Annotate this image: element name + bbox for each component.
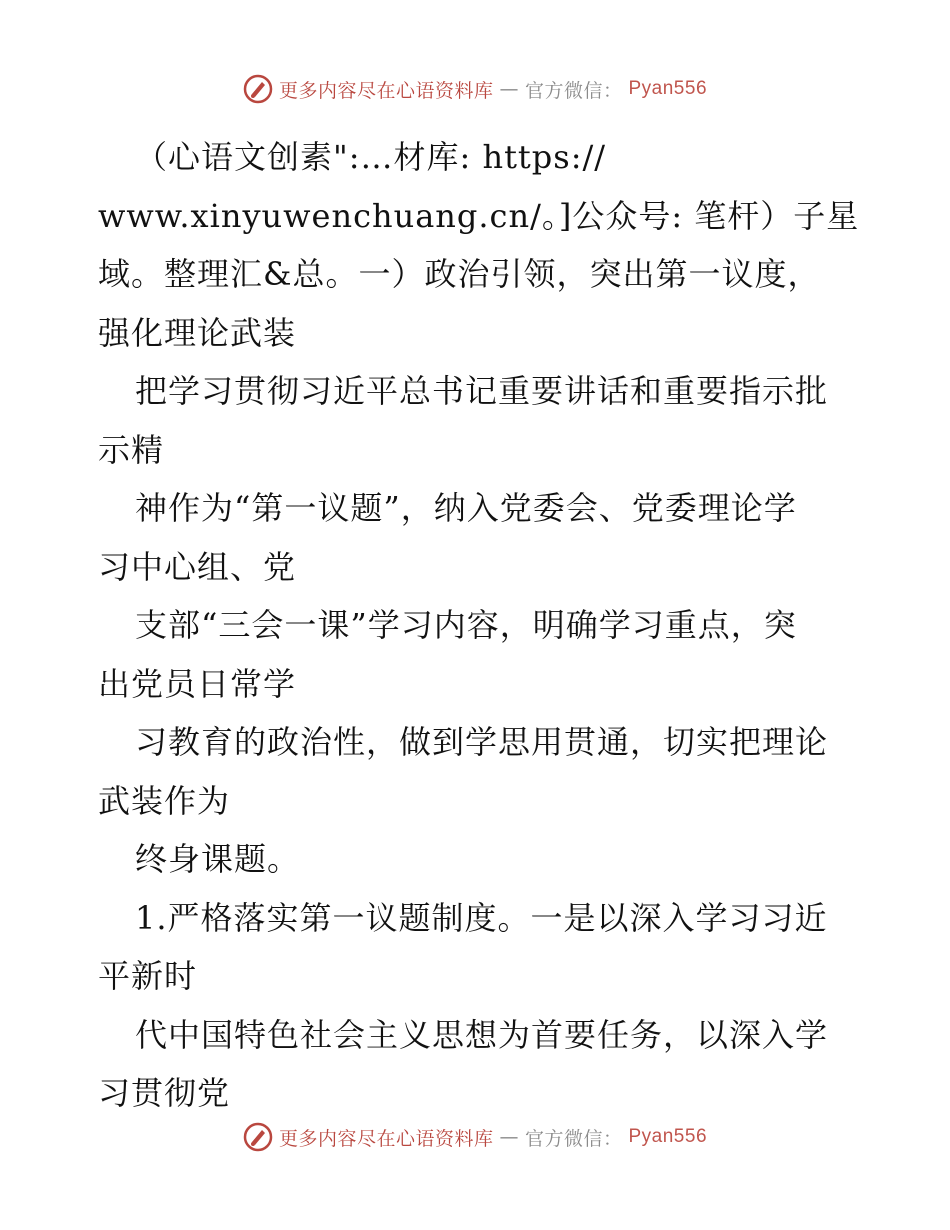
text-line: 强化理论武装 — [98, 313, 297, 352]
text-line: （心语文创素":…材库: https:// — [135, 138, 607, 176]
text-line: 武装作为 — [98, 781, 231, 820]
text-line: 1.严格落实第一议题制度。一是以深入学习习近 — [135, 898, 828, 937]
watermark-wechat-id: Pyan556 — [628, 78, 708, 99]
watermark-main-text: 更多内容尽在心语资料库 — [278, 79, 494, 102]
header-watermark — [0, 74, 950, 104]
text-line: 示精 — [98, 430, 165, 469]
brand-logo-icon — [243, 74, 273, 104]
text-line: 支部“三会一课”学习内容，明确学习重点，突 — [135, 606, 797, 644]
watermark-main-text: 更多内容尽在心语资料库 — [278, 1127, 494, 1150]
text-line: 习中心组、党 — [98, 547, 297, 586]
text-line: 域。整理汇&总。一）政治引领，突出第一议度， — [98, 255, 821, 293]
brand-logo-icon — [243, 1122, 273, 1152]
document-body — [98, 128, 858, 1123]
text-line: 习贯彻党 — [98, 1074, 231, 1112]
text-line: 代中国特色社会主义思想为首要任务，以深入学 — [135, 1015, 829, 1054]
text-line: 把学习贯彻习近平总书记重要讲话和重要指示批 — [135, 372, 829, 410]
watermark-dash: — — [499, 1126, 519, 1148]
footer-watermark — [0, 1122, 950, 1152]
watermark-wechat-label: 官方微信： — [524, 1127, 623, 1150]
text-line: 习教育的政治性，做到学思用贯通，切实把理论 — [135, 723, 829, 761]
watermark-wechat-label: 官方微信： — [524, 79, 623, 102]
text-line: www.xinyuwenchuang.cn/。]公众号: 笔杆）子星 — [98, 196, 860, 235]
text-line: 神作为“第一议题”，纳入党委会、党委理论学 — [135, 489, 797, 527]
watermark-dash: — — [499, 78, 519, 100]
text-line: 出党员日常学 — [98, 664, 297, 703]
watermark-wechat-id: Pyan556 — [628, 1126, 708, 1147]
text-line: 终身课题。 — [135, 840, 301, 878]
text-line: 平新时 — [98, 957, 198, 995]
